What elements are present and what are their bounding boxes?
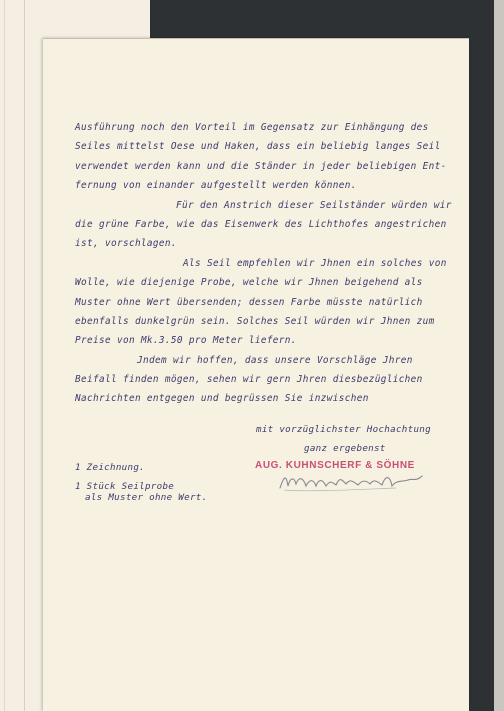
letter-line: Nachrichten entgegen und begrüssen Sie inzwischen bbox=[75, 393, 369, 405]
letter-line: Wolle, wie diejenige Probe, welche wir Jhnen beigehend als bbox=[75, 277, 423, 289]
letter-line: Muster ohne Wert übersenden; dessen Farbe müsste natürlich bbox=[75, 296, 423, 308]
letter-line: Jndem wir hoffen, dass unsere Vorschläge Jhren bbox=[137, 354, 413, 366]
page-top-edge bbox=[43, 38, 469, 39]
letter-line: ist, vorschlagen. bbox=[75, 238, 177, 250]
letter-line: Als Seil empfehlen wir Jhnen ein solches von bbox=[183, 257, 447, 269]
letter-line: die grüne Farbe, wie das Eisenwerk des Lichthofes angestrichen bbox=[75, 218, 447, 230]
letter-page bbox=[43, 38, 469, 711]
letter-line: Beifall finden mögen, sehen wir gern Jhren diesbezüglichen bbox=[75, 374, 423, 386]
closing-greeting: mit vorzüglichster Hochachtung bbox=[256, 424, 431, 435]
enclosure-drawing: 1 Zeichnung. bbox=[75, 462, 145, 473]
letter-body bbox=[75, 118, 455, 409]
right-background-band bbox=[494, 0, 504, 711]
letter-line: Preise von Mk.3.50 pro Meter liefern. bbox=[75, 335, 297, 347]
closing-signoff: ganz ergebenst bbox=[304, 443, 386, 454]
letter-line: verwendet werden kann und die Ständer in jeder beliebigen Ent- bbox=[75, 160, 447, 172]
letter-line: fernung von einander aufgestellt werden können. bbox=[75, 180, 357, 192]
letter-line: Ausführung noch den Vorteil im Gegensatz zur Einhängung des bbox=[75, 122, 429, 133]
letter-line: Seiles mittelst Oese und Haken, dass ein beliebig langes Seil bbox=[75, 141, 441, 153]
letter-line: ebenfalls dunkelgrün sein. Solches Seil würden wir Jhnen zum bbox=[75, 315, 435, 327]
handwritten-signature bbox=[276, 468, 426, 496]
enclosure-rope-sample: 1 Stück Seilprobe bbox=[75, 481, 175, 492]
back-sheet-fold-line bbox=[24, 0, 25, 711]
letter-line: Für den Anstrich dieser Seilständer würden wir bbox=[176, 199, 452, 211]
enclosure-rope-sample-note: als Muster ohne Wert. bbox=[85, 492, 208, 503]
back-sheet-edge-line bbox=[4, 0, 5, 711]
company-stamp: AUG. KUHNSCHERF & SÖHNE bbox=[255, 460, 415, 471]
